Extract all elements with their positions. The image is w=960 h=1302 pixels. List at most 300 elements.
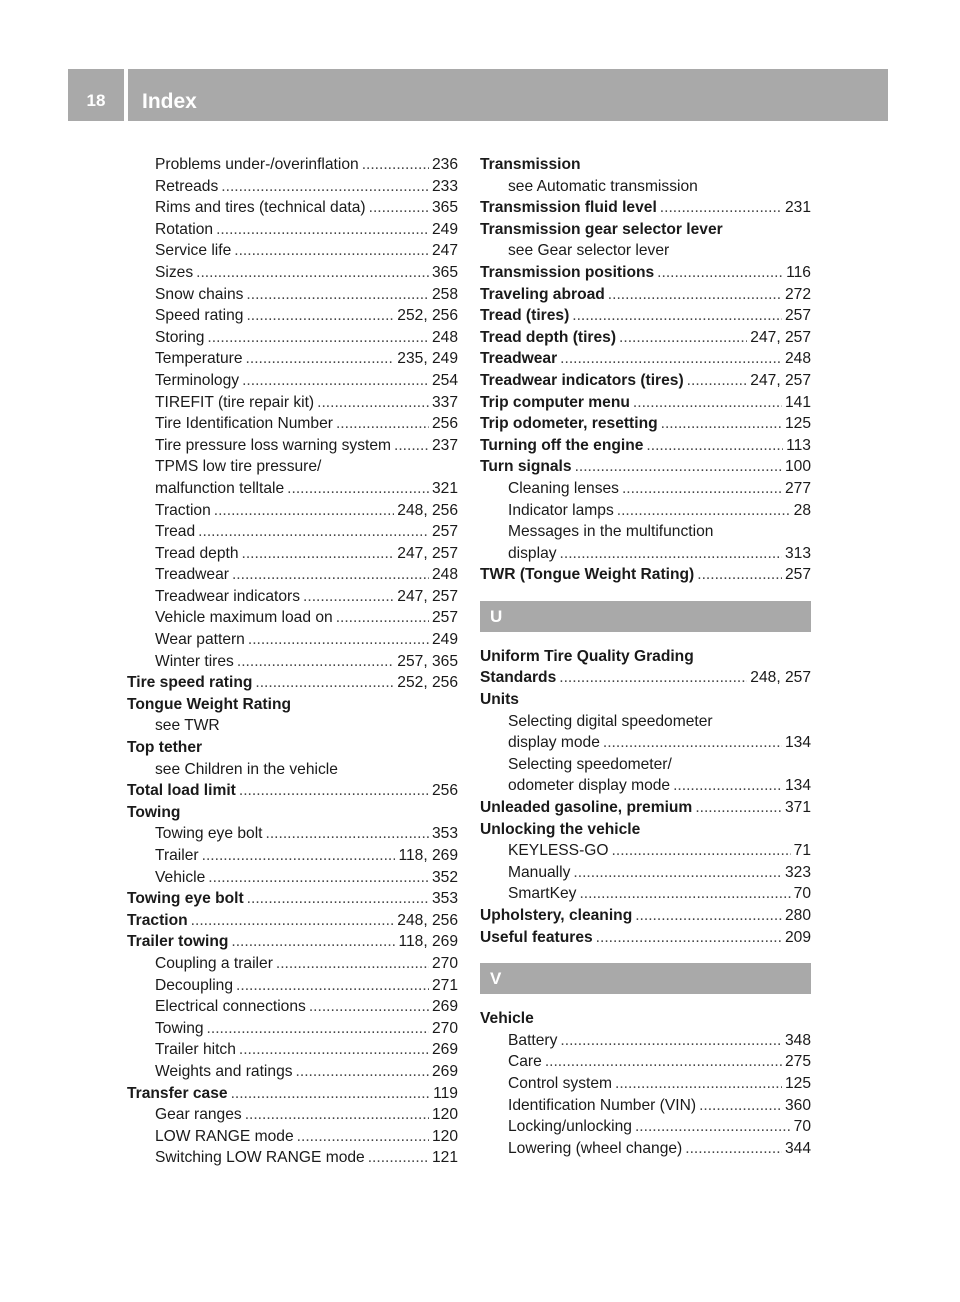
entry-text: odometer display mode <box>508 777 671 795</box>
entry-text: Treadwear <box>480 350 558 368</box>
index-subentry <box>480 732 811 754</box>
page-reference: 323 <box>784 863 811 881</box>
page-reference: 248 <box>431 566 458 584</box>
entry-text: LOW RANGE mode <box>155 1127 294 1145</box>
entry-text: malfunction telltale <box>155 479 285 497</box>
header-divider <box>124 69 128 121</box>
page-reference: 313 <box>784 544 811 562</box>
entry-text: Trip computer menu <box>480 393 630 411</box>
entry-text: Decoupling <box>155 976 234 994</box>
index-entry <box>127 802 458 824</box>
index-subentry <box>127 715 458 737</box>
entry-text: Indicator lamps <box>508 501 614 519</box>
page-header <box>68 69 888 121</box>
page-reference: 269 <box>431 1041 458 1059</box>
entry-text: Problems under-/overinflation <box>155 156 359 173</box>
index-subentry <box>127 629 458 651</box>
entry-text: Turning off the engine <box>480 436 644 454</box>
page-reference: 352 <box>431 868 458 886</box>
entry-text: Service life <box>155 242 232 260</box>
index-subentry <box>480 862 811 884</box>
dot-leader <box>394 435 429 457</box>
section-title: Index <box>142 90 197 113</box>
page-reference: 247, 257 <box>750 371 811 389</box>
page-reference: 337 <box>431 393 458 411</box>
page-reference: 269 <box>431 998 458 1016</box>
page-reference: 248, 256 <box>397 501 458 519</box>
index-entry <box>480 564 811 586</box>
dot-leader <box>633 392 782 414</box>
page-reference: 141 <box>784 393 811 411</box>
page-reference: 252, 256 <box>397 674 458 692</box>
entry-text: Unlocking the vehicle <box>480 820 641 838</box>
index-subentry <box>127 154 458 176</box>
dot-leader <box>196 262 429 284</box>
entry-text: Upholstery, cleaning <box>480 907 633 924</box>
page-reference: 120 <box>431 1127 458 1145</box>
dot-leader <box>369 197 429 219</box>
index-entry <box>127 780 458 802</box>
index-entry <box>127 672 458 694</box>
index-subentry <box>127 435 458 457</box>
dot-leader <box>198 521 429 543</box>
index-subentry <box>127 975 458 997</box>
entry-text: Towing <box>127 803 181 821</box>
entry-text: Units <box>480 691 519 709</box>
page-reference: 249 <box>431 220 458 238</box>
index-subentry <box>480 1095 811 1117</box>
entry-text: Treadwear <box>155 566 229 584</box>
entry-text: see TWR <box>155 717 220 735</box>
page-reference: 70 <box>793 1118 811 1136</box>
dot-leader <box>572 305 782 327</box>
page-reference: 134 <box>784 777 811 795</box>
index-subentry <box>127 996 458 1018</box>
page-reference: 248, 257 <box>750 669 811 687</box>
dot-leader <box>242 370 429 392</box>
index-subentry <box>480 1116 811 1138</box>
index-subentry <box>127 521 458 543</box>
dot-leader <box>545 1051 782 1073</box>
index-entry <box>480 305 811 327</box>
entry-text: Storing <box>155 328 205 346</box>
page-reference: 270 <box>431 1019 458 1037</box>
dot-leader <box>207 1018 429 1040</box>
page-reference: 257 <box>431 523 458 541</box>
index-subentry <box>480 176 811 198</box>
dot-leader <box>234 240 429 262</box>
entry-text: Top tether <box>127 739 203 757</box>
dot-leader <box>239 1039 429 1061</box>
dot-leader <box>255 672 394 694</box>
index-entry <box>480 667 811 689</box>
entry-text: Retreads <box>155 177 219 195</box>
dot-leader <box>208 867 429 889</box>
dot-leader <box>297 1126 429 1148</box>
dot-leader <box>687 370 748 392</box>
index-subentry <box>127 478 458 500</box>
page-reference: 321 <box>431 479 458 497</box>
entry-text: Manually <box>508 863 571 881</box>
entry-text: Speed rating <box>155 307 244 325</box>
entry-text: Towing eye bolt <box>155 825 263 843</box>
page-reference: 280 <box>784 907 811 924</box>
index-subentry <box>127 1147 458 1169</box>
index-entry <box>480 646 811 668</box>
index-subentry <box>127 759 458 781</box>
page-reference: 118, 269 <box>398 933 458 951</box>
index-entry <box>480 327 811 349</box>
page-reference: 125 <box>784 1074 811 1092</box>
dot-leader <box>619 327 747 349</box>
entry-text: Switching LOW RANGE mode <box>155 1149 365 1167</box>
dot-leader <box>573 862 782 884</box>
page-reference: 257 <box>784 566 811 584</box>
index-entry <box>480 456 811 478</box>
entry-text: Standards <box>480 669 557 687</box>
dot-leader <box>673 775 782 797</box>
dot-leader <box>685 1138 782 1160</box>
entry-text: Useful features <box>480 928 593 946</box>
index-entry <box>480 797 811 819</box>
page-reference: 235, 249 <box>397 350 458 368</box>
page-reference: 249 <box>431 631 458 649</box>
page-reference: 248 <box>784 350 811 368</box>
page-reference: 113 <box>786 436 811 454</box>
page-reference: 134 <box>784 734 811 752</box>
page-reference: 360 <box>784 1096 811 1114</box>
index-subentry <box>127 500 458 522</box>
index-entry <box>480 197 811 219</box>
entry-text: Trailer towing <box>127 933 229 951</box>
page-reference: 344 <box>784 1139 811 1157</box>
dot-leader <box>635 905 782 927</box>
dot-leader <box>191 910 395 932</box>
entry-text: Gear ranges <box>155 1106 242 1124</box>
entry-text: Vehicle maximum load on <box>155 609 333 627</box>
page-reference: 247 <box>431 242 458 260</box>
entry-text: Tire speed rating <box>127 674 253 692</box>
index-entry <box>480 927 811 949</box>
entry-text: display mode <box>508 734 600 752</box>
index-subentry <box>127 867 458 889</box>
entry-text: Lowering (wheel change) <box>508 1139 683 1157</box>
dot-leader <box>239 780 429 802</box>
index-entry <box>480 219 811 241</box>
dot-leader <box>368 1147 429 1169</box>
entry-text: Tread depth <box>155 544 239 562</box>
dot-leader <box>617 500 791 522</box>
entry-text: Battery <box>508 1031 558 1049</box>
dot-leader <box>560 1030 782 1052</box>
index-subentry <box>127 219 458 241</box>
page-reference: 120 <box>431 1106 458 1124</box>
page-reference: 28 <box>793 501 811 519</box>
index-subentry <box>480 1138 811 1160</box>
dot-leader <box>309 996 429 1018</box>
dot-leader <box>603 732 782 754</box>
dot-leader <box>560 348 782 370</box>
dot-leader <box>237 651 394 673</box>
dot-leader <box>560 543 782 565</box>
index-subentry <box>480 754 811 776</box>
page-reference: 270 <box>431 954 458 972</box>
entry-text: TWR (Tongue Weight Rating) <box>480 566 695 584</box>
entry-text: Electrical connections <box>155 998 306 1016</box>
index-subentry <box>480 543 811 565</box>
index-entry <box>480 689 811 711</box>
index-column-right <box>480 154 811 1159</box>
entry-text: Turn signals <box>480 458 572 476</box>
dot-leader <box>246 305 394 327</box>
entry-text: see Gear selector lever <box>508 242 670 260</box>
page-reference: 71 <box>793 842 811 860</box>
page-reference: 237 <box>431 436 458 454</box>
entry-text: see Children in the vehicle <box>155 760 338 778</box>
index-entry <box>127 694 458 716</box>
entry-text: Treadwear indicators (tires) <box>480 371 684 389</box>
index-column-left <box>127 154 458 1169</box>
page-reference: 254 <box>431 371 458 389</box>
entry-text: Uniform Tire Quality Grading <box>480 647 694 665</box>
page-number: 18 <box>86 91 106 110</box>
index-subentry <box>127 1018 458 1040</box>
page-reference: 257, 365 <box>397 652 458 670</box>
entry-text: Towing eye bolt <box>127 890 244 908</box>
page-reference: 365 <box>431 199 458 217</box>
entry-text: Tread (tires) <box>480 307 570 325</box>
page-reference: 257 <box>431 609 458 627</box>
dot-leader <box>657 262 783 284</box>
page-reference: 70 <box>793 885 811 903</box>
entry-text: Weights and ratings <box>155 1062 293 1080</box>
page-reference: 258 <box>431 285 458 303</box>
entry-text: Messages in the multifunction <box>508 523 714 541</box>
index-entry <box>480 413 811 435</box>
dot-leader <box>276 953 429 975</box>
entry-text: Transmission gear selector lever <box>480 220 723 238</box>
dot-leader <box>216 219 429 241</box>
page-reference: 233 <box>431 177 458 195</box>
index-subentry <box>480 840 811 862</box>
entry-text: Traveling abroad <box>480 285 605 303</box>
page-reference: 236 <box>431 156 458 173</box>
index-subentry <box>480 478 811 500</box>
dot-leader <box>242 543 395 565</box>
index-subentry <box>480 500 811 522</box>
dot-leader <box>362 154 429 176</box>
index-entry <box>480 370 811 392</box>
index-subentry <box>127 607 458 629</box>
dot-leader <box>699 1095 782 1117</box>
index-subentry <box>127 823 458 845</box>
entry-text: Transmission <box>480 156 581 173</box>
dot-leader <box>646 435 783 457</box>
index-subentry <box>127 392 458 414</box>
entry-text: Tread <box>155 523 196 541</box>
page-reference: 353 <box>431 825 458 843</box>
entry-text: Terminology <box>155 371 240 389</box>
dot-leader <box>336 607 429 629</box>
dot-leader <box>214 500 395 522</box>
index-entry <box>480 392 811 414</box>
dot-leader <box>245 1104 429 1126</box>
index-entry <box>480 905 811 927</box>
entry-text: Locking/unlocking <box>508 1118 632 1136</box>
entry-text: Winter tires <box>155 652 234 670</box>
dot-leader <box>231 931 395 953</box>
dot-leader <box>246 348 395 370</box>
dot-leader <box>622 478 782 500</box>
index-subentry <box>127 284 458 306</box>
index-subentry <box>480 1030 811 1052</box>
dot-leader <box>207 327 429 349</box>
index-subentry <box>480 1073 811 1095</box>
index-subentry <box>127 305 458 327</box>
dot-leader <box>615 1073 782 1095</box>
page-reference: 247, 257 <box>750 328 811 346</box>
dot-leader <box>247 888 429 910</box>
dot-leader <box>575 456 782 478</box>
dot-leader <box>317 392 429 414</box>
dot-leader <box>596 927 782 949</box>
index-subentry <box>127 197 458 219</box>
dot-leader <box>559 667 747 689</box>
page-reference: 119 <box>433 1084 458 1102</box>
index-subentry <box>127 953 458 975</box>
index-subentry <box>127 1039 458 1061</box>
entry-text: Cleaning lenses <box>508 479 619 497</box>
index-entry <box>480 262 811 284</box>
entry-text: Snow chains <box>155 285 244 303</box>
entry-text: display <box>508 544 557 562</box>
index-subentry <box>127 586 458 608</box>
entry-text: Wear pattern <box>155 631 245 649</box>
entry-text: Unleaded gasoline, premium <box>480 799 693 817</box>
entry-text: TPMS low tire pressure/ <box>155 458 322 476</box>
entry-text: Towing <box>155 1019 204 1037</box>
dot-leader <box>579 883 790 905</box>
entry-text: KEYLESS-GO <box>508 842 609 860</box>
page-reference: 272 <box>784 285 811 303</box>
page-reference: 252, 256 <box>397 307 458 325</box>
dot-leader <box>266 823 429 845</box>
index-subentry <box>480 711 811 733</box>
index-subentry <box>127 370 458 392</box>
entry-text: Vehicle <box>480 1010 534 1028</box>
dot-leader <box>303 586 394 608</box>
dot-leader <box>635 1116 791 1138</box>
index-subentry <box>127 348 458 370</box>
dot-leader <box>660 197 782 219</box>
entry-text: Traction <box>127 911 188 929</box>
page-reference: 271 <box>431 976 458 994</box>
index-subentry <box>127 543 458 565</box>
dot-leader <box>697 564 782 586</box>
entry-text: Traction <box>155 501 211 519</box>
dot-leader <box>231 1083 431 1105</box>
index-subentry <box>127 413 458 435</box>
page-reference: 275 <box>784 1053 811 1071</box>
index-entry <box>480 284 811 306</box>
index-entry <box>127 737 458 759</box>
page-reference: 348 <box>784 1031 811 1049</box>
page-reference: 256 <box>431 415 458 433</box>
page-reference: 256 <box>431 782 458 800</box>
entry-text: Selecting speedometer/ <box>508 755 672 773</box>
page-reference: 116 <box>786 263 811 281</box>
index-letter-heading: V <box>480 963 811 994</box>
dot-leader <box>236 975 429 997</box>
entry-text: Transmission fluid level <box>480 199 657 217</box>
index-entry <box>127 888 458 910</box>
dot-leader <box>221 176 429 198</box>
index-entry <box>127 910 458 932</box>
dot-leader <box>336 413 429 435</box>
entry-text: Transfer case <box>127 1084 228 1102</box>
index-subentry <box>127 651 458 673</box>
entry-text: Trip odometer, resetting <box>480 415 658 433</box>
entry-text: Temperature <box>155 350 243 368</box>
entry-text: Tread depth (tires) <box>480 328 617 346</box>
page-reference: 100 <box>784 458 811 476</box>
index-subentry <box>127 1104 458 1126</box>
index-subentry <box>480 775 811 797</box>
dot-leader <box>608 284 782 306</box>
page-reference: 257 <box>784 307 811 325</box>
page-reference: 247, 257 <box>397 544 458 562</box>
dot-leader <box>248 629 429 651</box>
page-reference: 371 <box>784 799 811 817</box>
page-reference: 277 <box>784 479 811 497</box>
dot-leader <box>287 478 429 500</box>
index-entry <box>127 1083 458 1105</box>
page-reference: 209 <box>784 928 811 946</box>
entry-text: Tire Identification Number <box>155 415 333 433</box>
index-letter-heading: U <box>480 601 811 632</box>
dot-leader <box>246 284 429 306</box>
entry-text: Tire pressure loss warning system <box>155 436 391 454</box>
index-subentry <box>480 240 811 262</box>
entry-text: Control system <box>508 1074 612 1092</box>
entry-text: Rims and tires (technical data) <box>155 199 366 217</box>
entry-text: Total load limit <box>127 782 236 800</box>
entry-text: Trailer <box>155 847 199 864</box>
index-subentry <box>127 240 458 262</box>
dot-leader <box>202 845 396 867</box>
entry-text: Tongue Weight Rating <box>127 695 292 713</box>
index-subentry <box>127 1126 458 1148</box>
index-entry <box>480 154 811 176</box>
dot-leader <box>695 797 782 819</box>
entry-text: Trailer hitch <box>155 1041 236 1059</box>
dot-leader <box>232 564 429 586</box>
page-reference: 365 <box>431 263 458 281</box>
page-reference: 247, 257 <box>397 587 458 605</box>
entry-text: Rotation <box>155 220 214 238</box>
index-subentry <box>127 456 458 478</box>
index-subentry <box>127 176 458 198</box>
page-reference: 121 <box>431 1149 458 1167</box>
entry-text: Coupling a trailer <box>155 954 273 972</box>
page-reference: 353 <box>431 890 458 908</box>
entry-text: Vehicle <box>155 868 206 886</box>
entry-text: see Automatic transmission <box>508 177 698 195</box>
index-subentry <box>480 1051 811 1073</box>
index-subentry <box>127 845 458 867</box>
page-reference: 248, 256 <box>397 911 458 929</box>
index-entry <box>127 931 458 953</box>
